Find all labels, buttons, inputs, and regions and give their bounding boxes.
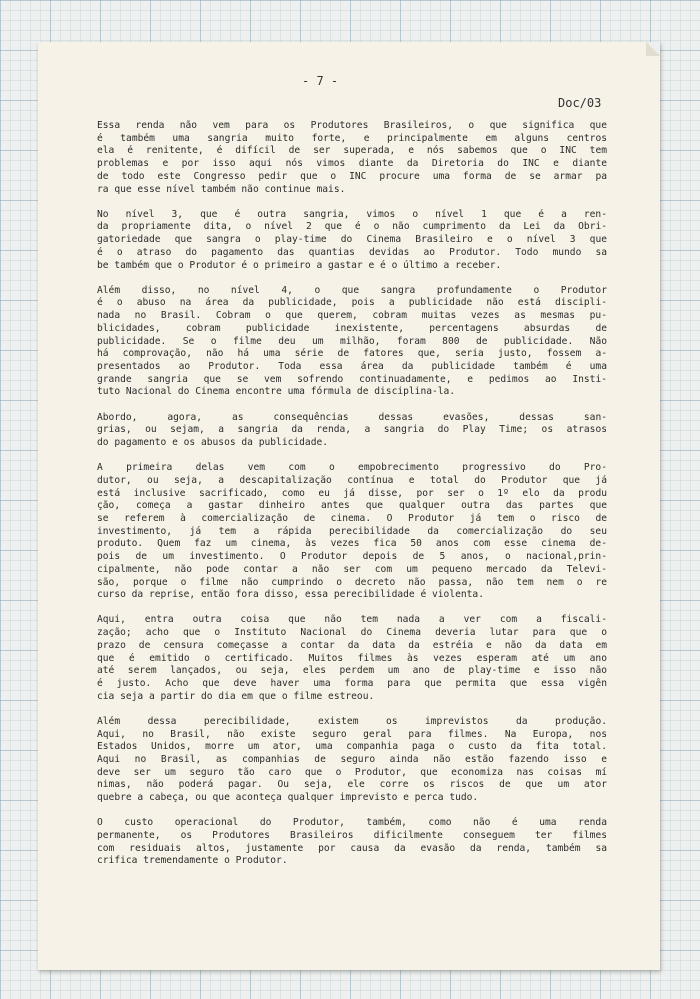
text-line: quebre a cabeça, ou que aconteça qualquer imprevisto e perca tudo. xyxy=(97,792,479,804)
paragraph xyxy=(97,285,607,399)
text-line: nada no Brasil. Cobram o que querem, cobram muitas vezes as mesmas pu- xyxy=(97,310,607,322)
paragraph xyxy=(97,462,607,602)
text-line: be também que o Produtor é o primeiro a gastar e é o último a receber. xyxy=(97,259,502,271)
text-line: nimas, não poderá pagar. Ou seja, ele corre os riscos de que um ator xyxy=(97,779,607,791)
document-body xyxy=(97,120,607,881)
text-line: investimento, já tem a rápida perecibilidade da comercialização do seu xyxy=(97,525,607,537)
text-line: zação; acho que o Instituto Nacional do Cinema deveria lutar para que o xyxy=(97,627,607,639)
text-line: grias, ou sejam, a sangria da renda, a sangria do Play Time; os atrasos xyxy=(97,424,607,436)
paragraph xyxy=(97,614,607,703)
text-line: O custo operacional do Produtor, também, como não é uma renda xyxy=(97,817,607,829)
text-line: está inclusive sacrificado, como eu já disse, por ser o 1º elo da produ xyxy=(97,487,607,499)
text-line: são, porque o filme não cumprindo o decreto não passa, não tem nem o re xyxy=(97,576,607,588)
text-line: permanente, os Produtores Brasileiros dificilmente conseguem ter filmes xyxy=(97,829,607,841)
text-line: é também uma sangria muito forte, e principalmente em alguns centros xyxy=(97,132,607,144)
text-line: No nível 3, que é outra sangria, vimos o nível 1 que é a ren- xyxy=(97,208,607,220)
text-line: Aqui, entra outra coisa que não tem nada a ver com a fiscali- xyxy=(97,614,607,626)
text-line: cipalmente, não pode contar a não ser com um pequeno mercado da Televi- xyxy=(97,563,607,575)
text-line: dutor, ou seja, a descapitalização contínua e total do Produtor que já xyxy=(97,474,607,486)
text-line: curso da reprise, então fora disso, essa perecibilidade é violenta. xyxy=(97,589,484,601)
text-line: ra que esse nível também não continue mais. xyxy=(97,183,346,195)
text-line: produto. Quem faz um cinema, às vezes fica 50 anos com esse cinema de- xyxy=(97,538,607,550)
text-line: grande sangria que se vem sofrendo continuadamente, e pedimos ao Insti- xyxy=(97,373,607,385)
text-line: prazo de censura começasse a contar da data da estréia e não da data em xyxy=(97,639,607,651)
text-line: Essa renda não vem para os Produtores Brasileiros, o que significa que xyxy=(97,120,607,131)
paragraph xyxy=(97,120,607,196)
paragraph xyxy=(97,412,607,450)
text-line: Estados Unidos, morre um ator, uma companhia paga o custo da fita total. xyxy=(97,741,607,753)
text-line: cia seja a partir do dia em que o filme estreou. xyxy=(97,690,375,702)
text-line: Abordo, agora, as consequências dessas evasões, dessas san- xyxy=(97,411,607,423)
text-line: crifica tremendamente o Produtor. xyxy=(97,855,288,867)
text-line: pois de um investimento. O Produtor depois de 5 anos, o nacional,prin- xyxy=(97,551,607,563)
text-line: é justo. Acho que deve haver uma forma para que permita que essa vigên xyxy=(97,677,607,689)
document-reference: Doc/03 xyxy=(558,96,602,110)
text-line: com residuais altos, justamente por causa da evasão da renda, também sa xyxy=(97,842,607,854)
text-line: Aqui, no Brasil, não existe seguro geral para filmes. Na Europa, nos xyxy=(97,728,607,740)
paragraph xyxy=(97,716,607,805)
text-line: Aqui no Brasil, as companhias de seguro ainda não estão fazendo isso e xyxy=(97,753,607,765)
text-line: tuto Nacional do Cinema encontre uma fórmula de disciplina-la. xyxy=(97,386,456,398)
text-line: que é emitido o certificado. Muitos filmes às vezes esperam até um ano xyxy=(97,652,607,664)
text-line: é o atraso do pagamento das quantias devidas ao Produtor. Todo mundo sa xyxy=(97,246,607,258)
text-line: problemas e por isso aqui nós vimos diante da Diretoria do INC e diante xyxy=(97,158,607,170)
text-line: blicidades, cobram publicidade inexistente, percentagens absurdas de xyxy=(97,322,607,334)
text-line: até serem lançados, ou seja, eles perdem um ano de play-time e isso não xyxy=(97,665,607,677)
text-line: gatoriedade que sangra o play-time do Cinema Brasileiro e o nível 3 que xyxy=(97,234,607,246)
text-line: do pagamento e os abusos da publicidade. xyxy=(97,436,329,448)
paragraph xyxy=(97,817,607,868)
text-line: ela é renitente, é difícil de ser superada, e nós sabemos que o INC tem xyxy=(97,145,607,157)
text-line: de todo este Congresso pedir que o INC procure uma forma de se armar pa xyxy=(97,170,607,182)
text-line: Além dessa perecibilidade, existem os imprevistos da produção. xyxy=(97,715,607,727)
paragraph xyxy=(97,209,607,273)
text-line: A primeira delas vem com o empobrecimento progressivo do Pro- xyxy=(97,462,607,474)
text-line: presentados ao Produtor. Toda essa área da publicidade também é uma xyxy=(97,360,607,372)
text-line: é o abuso na área da publicidade, pois a publicidade não está discipli- xyxy=(97,297,607,309)
text-line: deve ser um seguro tão caro que o Produtor, que economiza nas coisas mí xyxy=(97,766,607,778)
text-line: há comprovação, não há uma série de fatores que, seria justo, fossem a- xyxy=(97,348,607,360)
text-line: se referem à comercialização de cinema. O Produtor já tem o risco de xyxy=(97,512,607,524)
page-number: - 7 - xyxy=(302,74,339,88)
text-line: ção, começa a gastar dinheiro antes que qualquer outra das partes que xyxy=(97,500,607,512)
text-line: publicidade. Se o filme deu um milhão, foram 800 de publicidade. Não xyxy=(97,335,607,347)
text-line: da propriamente dita, o nível 2 que é o não cumprimento da Lei da Obri- xyxy=(97,221,607,233)
text-line: Além disso, no nível 4, o que sangra profundamente o Produtor xyxy=(97,284,607,296)
